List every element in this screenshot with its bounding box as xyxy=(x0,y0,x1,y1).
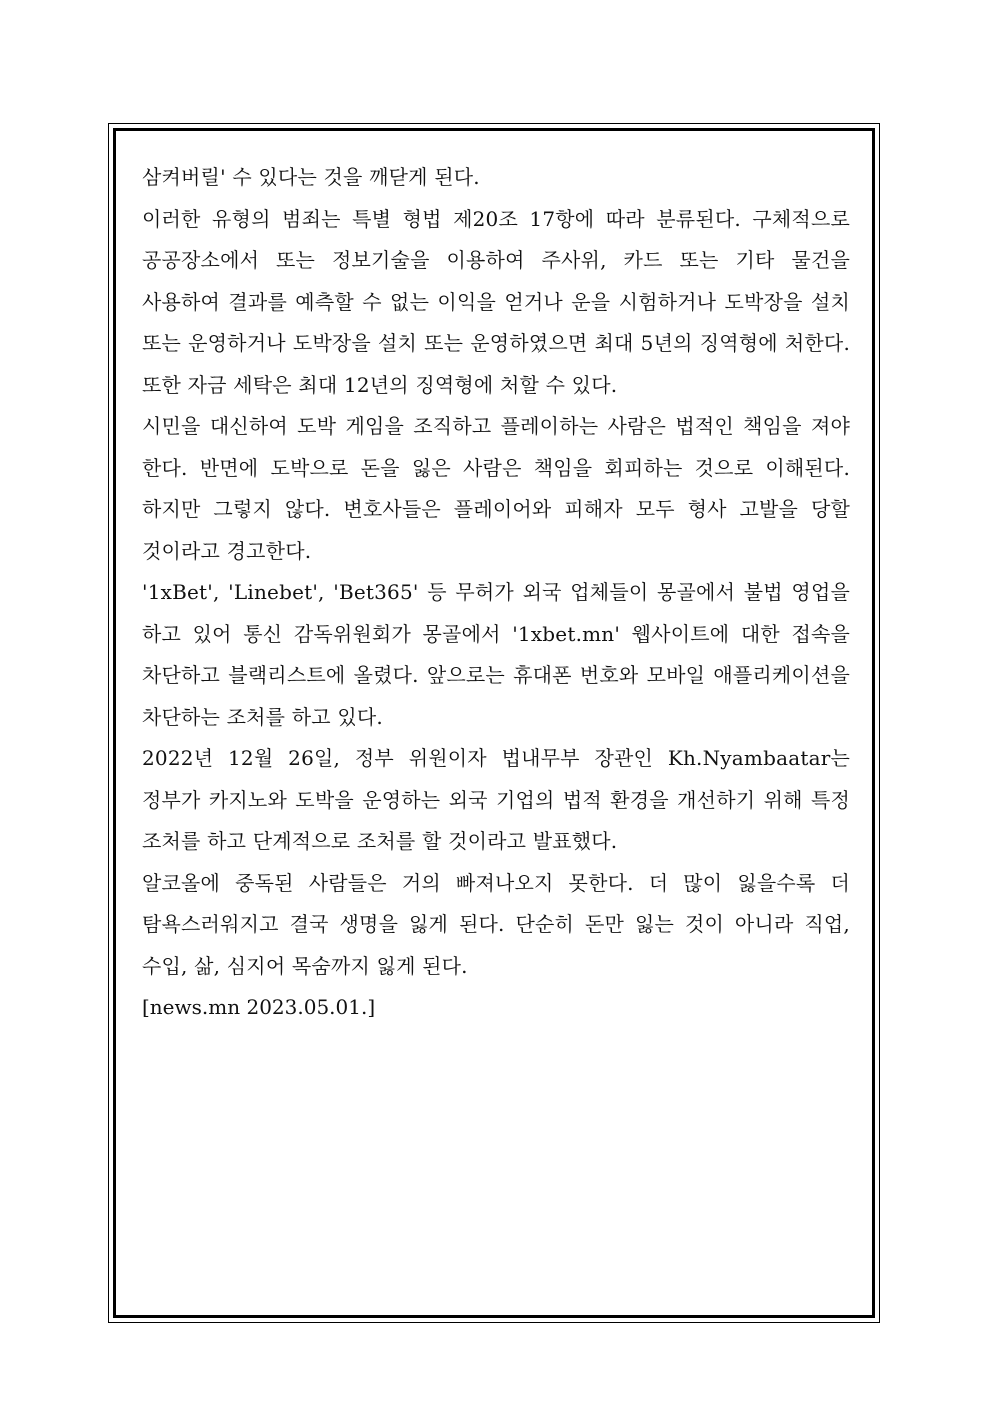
article-body xyxy=(142,157,850,1029)
source-citation: [news.mn 2023.05.01.] xyxy=(142,995,376,1019)
paragraph-3: 시민을 대신하여 도박 게임을 조직하고 플레이하는 사람은 법적인 책임을 져야 한다. 반면에 도박으로 돈을 잃은 사람은 책임을 회피하는 것으로 이해된다. 하지만 그렇지 않다. 변호사들은 플레이어와 피해자 모두 형사 고발을 당할 것이라고 경고한다. xyxy=(142,414,850,563)
paragraph-5: 2022년 12월 26일, 정부 위원이자 법내무부 장관인 Kh.Nyambaatar는 정부가 카지노와 도박을 운영하는 외국 기업의 법적 환경을 개선하기 위해 특정 조처를 하고 단계적으로 조처를 할 것이라고 발표했다. xyxy=(142,746,850,853)
paragraph-1: 삼켜버릴' 수 있다는 것을 깨닫게 된다. xyxy=(142,165,480,189)
paragraph-4: '1xBet', 'Linebet', 'Bet365' 등 무허가 외국 업체들이 몽골에서 불법 영업을 하고 있어 통신 감독위원회가 몽골에서 '1xbet.mn' 웹사이트에 대한 접속을 차단하고 블랙리스트에 올렸다. 앞으로는 휴대폰 번호와 모바일 애플리케이션을 차단하는 조처를 하고 있다. xyxy=(142,580,850,729)
paragraph-6: 알코올에 중독된 사람들은 거의 빠져나오지 못한다. 더 많이 잃을수록 더 탐욕스러워지고 결국 생명을 잃게 된다. 단순히 돈만 잃는 것이 아니라 직업, 수입, 삶, 심지어 목숨까지 잃게 된다. xyxy=(142,870,850,978)
paragraph-2: 이러한 유형의 범죄는 특별 형법 제20조 17항에 따라 분류된다. 구체적으로 공공장소에서 또는 정보기술을 이용하여 주사위, 카드 또는 기타 물건을 사용하여 결과를 예측할 수 없는 이익을 얻거나 운을 시험하거나 도박장을 설치 또는 운영하거나 도박장을 설치 또는 운영하였으면 최대 5년의 징역형에 처한다. 또한 자금 세탁은 최대 12년의 징역형에 처할 수 있다. xyxy=(142,206,850,397)
